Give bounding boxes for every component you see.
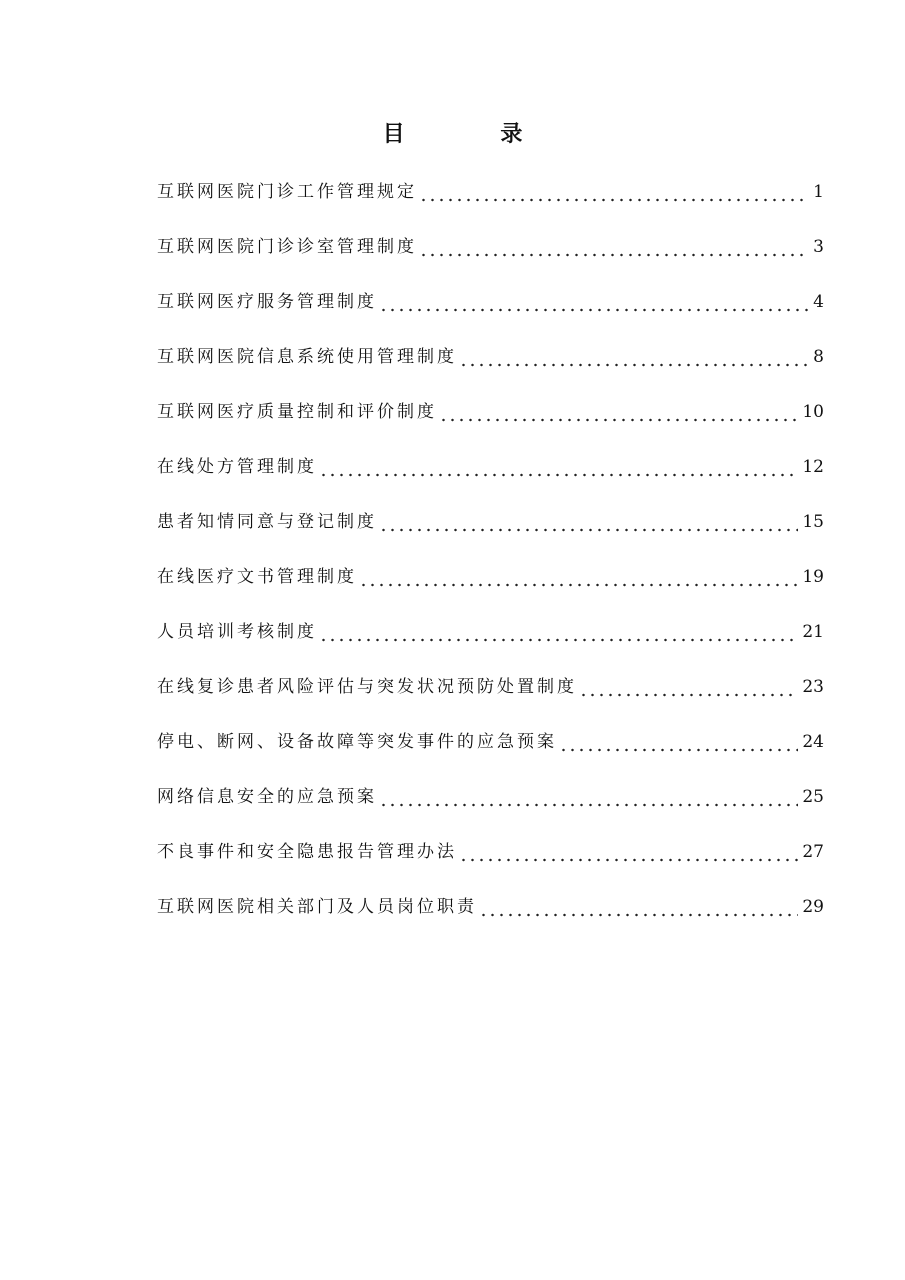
toc-entry	[157, 280, 824, 335]
dot-leader	[379, 289, 809, 315]
toc-entry	[157, 885, 824, 940]
toc-entry	[157, 390, 824, 445]
toc-entry-label: 不良事件和安全隐患报告管理办法	[157, 842, 457, 862]
toc-entry	[157, 335, 824, 390]
toc-entry-label: 互联网医院门诊工作管理规定	[157, 182, 417, 202]
toc-entry	[157, 225, 824, 280]
toc-entry	[157, 775, 824, 830]
dot-leader	[439, 399, 798, 425]
toc-entry-page: 23	[802, 677, 824, 697]
dot-leader	[319, 454, 798, 480]
toc-entry	[157, 445, 824, 500]
toc-entry-label: 人员培训考核制度	[157, 622, 317, 642]
toc-entry-page: 29	[802, 897, 824, 917]
toc-entry	[157, 170, 824, 225]
toc-entry-label: 在线医疗文书管理制度	[157, 567, 357, 587]
toc-entry-page: 3	[813, 237, 824, 257]
toc-entry-label: 互联网医疗质量控制和评价制度	[157, 402, 437, 422]
dot-leader	[459, 839, 798, 865]
toc-entry-label: 停电、断网、设备故障等突发事件的应急预案	[157, 732, 557, 752]
dot-leader	[559, 729, 798, 755]
dot-leader	[479, 894, 798, 920]
toc-entry-page: 19	[802, 567, 824, 587]
toc-entry	[157, 720, 824, 775]
dot-leader	[359, 564, 798, 590]
toc-entry	[157, 830, 824, 885]
toc-entry	[157, 610, 824, 665]
toc-entry-label: 互联网医疗服务管理制度	[157, 292, 377, 312]
toc-entry-label: 互联网医院信息系统使用管理制度	[157, 347, 457, 367]
toc-entry-page: 15	[802, 512, 824, 532]
toc-entry-label: 互联网医院相关部门及人员岗位职责	[157, 897, 477, 917]
toc-entry	[157, 665, 824, 720]
toc-entry-page: 1	[813, 182, 824, 202]
dot-leader	[419, 234, 809, 260]
toc-entry	[157, 500, 824, 555]
toc-entry-page: 4	[813, 292, 824, 312]
toc-entry-page: 27	[802, 842, 824, 862]
toc-entry-label: 在线处方管理制度	[157, 457, 317, 477]
toc-entry-label: 在线复诊患者风险评估与突发状况预防处置制度	[157, 677, 577, 697]
dot-leader	[319, 619, 798, 645]
toc-entry-label: 患者知情同意与登记制度	[157, 512, 377, 532]
dot-leader	[419, 179, 809, 205]
dot-leader	[379, 509, 798, 535]
toc-list	[157, 170, 824, 940]
dot-leader	[379, 784, 798, 810]
toc-entry-page: 10	[802, 402, 824, 422]
dot-leader	[579, 674, 798, 700]
toc-entry-label: 网络信息安全的应急预案	[157, 787, 377, 807]
toc-entry-label: 互联网医院门诊诊室管理制度	[157, 237, 417, 257]
toc-entry-page: 12	[802, 457, 824, 477]
toc-title: 目 录	[382, 121, 567, 147]
toc-entry-page: 8	[813, 347, 824, 367]
toc-entry-page: 25	[802, 787, 824, 807]
toc-entry	[157, 555, 824, 610]
toc-entry-page: 24	[802, 732, 824, 752]
toc-entry-page: 21	[802, 622, 824, 642]
dot-leader	[459, 344, 809, 370]
